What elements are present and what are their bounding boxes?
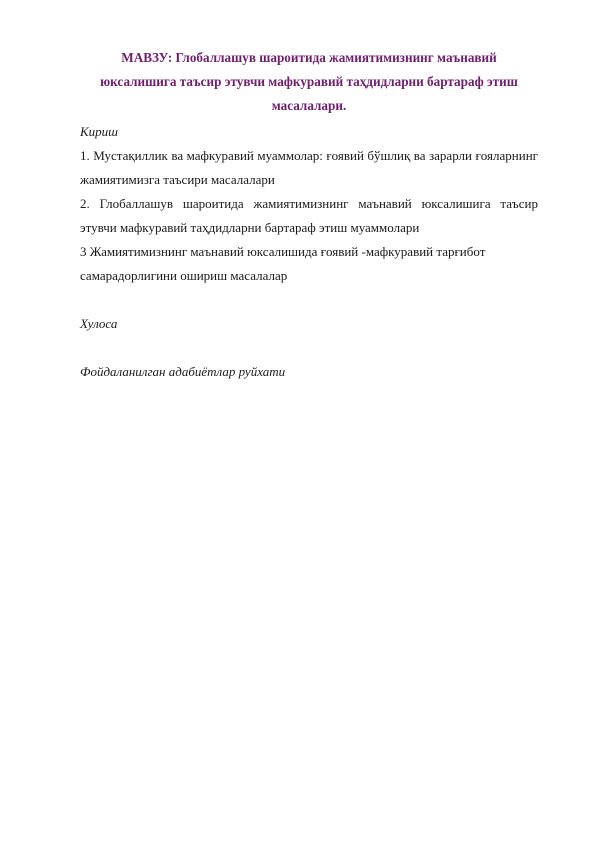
plan-item-3 — [80, 240, 538, 288]
spacer — [80, 288, 538, 312]
section-introduction: Кириш — [80, 124, 118, 139]
document-title — [80, 46, 538, 118]
plan-item-2: 2. Глобаллашув шароитида жамиятимизнинг маънавий юксалишига таъсир этувчи мафкуравий таҳдидларни бартараф этиш муаммолари — [80, 196, 538, 235]
spacer — [80, 336, 538, 360]
title-line-1: МАВЗУ: Глобаллашув шароитида жамиятимизнинг маънавий — [121, 50, 497, 65]
title-line-3: масалалари. — [271, 98, 347, 113]
plan-item-1: 1. Мустақиллик ва мафкуравий муаммолар: ғоявий бўшлиқ ва зарарли ғояларнинг жамиятимизга таъсири масалалари — [80, 148, 538, 187]
title-line-2: юксалишига таъсир этувчи мафкуравий таҳдидларни бартараф этиш — [100, 74, 518, 89]
plan-item-3-line-1: 3 Жамиятимизнинг маънавий юксалишида ғоявий -мафкуравий тарғибот — [80, 244, 486, 259]
document-page — [80, 46, 538, 384]
section-conclusion: Хулоса — [80, 316, 118, 331]
section-references: Фойдаланилган адабиётлар руйхати — [80, 364, 286, 379]
plan-item-3-line-2: самарадорлигини ошириш масалалар — [80, 268, 288, 283]
